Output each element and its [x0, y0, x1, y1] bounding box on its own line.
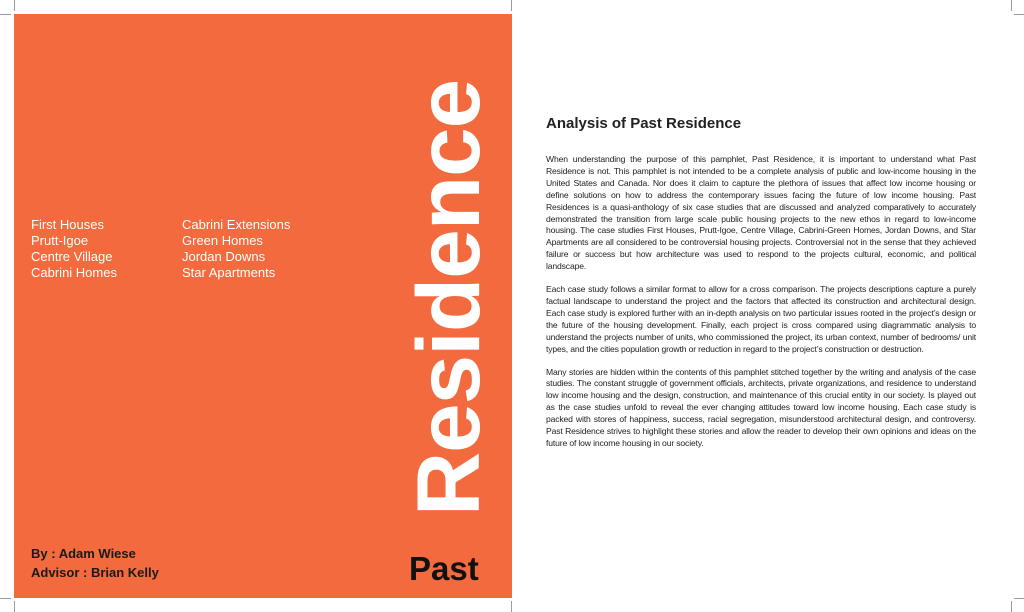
crop-mark-bottom-mid	[511, 601, 512, 612]
case-study-item: Cabrini Extensions	[182, 217, 291, 232]
paragraph: Each case study follows a similar format to allow for a cross comparison. The projects descriptions capture a purely factual landscape to understand the project and the factors that affected its construction and architectural design. Each case study is explored further with an in-depth analysis on two particular issues rooted in the project’s design or the future of the housing development. Finally, each project is cross compared using diagrammatic analysis to understand the projects number of units, who commissioned the project, its urban context, number of bedrooms/ unit types, and the cities population growth or reduction in regard to the project’s construction or destruction.	[546, 284, 976, 354]
crop-mark-top-right	[1011, 0, 1012, 11]
crop-mark-bottom-left-v	[14, 601, 15, 612]
crop-mark-top-left-v	[14, 0, 15, 11]
title-word: Past	[409, 550, 479, 587]
case-study-list-left	[31, 217, 117, 281]
cover-panel	[14, 14, 512, 598]
vertical-title	[398, 34, 498, 562]
crop-mark-top-right-h	[1014, 14, 1024, 15]
advisor-line: Advisor : Brian Kelly	[31, 565, 159, 580]
case-study-item: First Houses	[31, 217, 104, 232]
case-study-item: Jordan Downs	[182, 249, 266, 264]
case-study-item: Centre Village	[31, 249, 113, 264]
case-study-item: Green Homes	[182, 233, 263, 248]
case-study-item: Cabrini Homes	[31, 265, 117, 280]
paragraph: When understanding the purpose of this pamphlet, Past Residence, it is important to understand what Past Residence is not. This pamphlet is not intended to be a complete analysis of public and low-income housing in the United States and Canada. Nor does it claim to capture the plethora of issues that affect low income housing or define solutions on how to address the contemporary issues facing the future of low income housing. Past Residences is a quasi-anthology of six case studies that are discussed and analyzed comparatively to accurately demonstrated the transition from large scale public housing projects to the new ethos in regard to low-income housing. The case studies First Houses, Prutt-Igoe, Centre Village, Cabrini-Green Homes, Jordan Downs, and Star Apartments are all considered to be controversial housing projects. Controversial not in the sense that they achieved failure or success but how architecture was used to respond to the projects cultural, economic, and political landscape.	[546, 154, 976, 272]
crop-mark-bottom-right	[1011, 601, 1012, 612]
page-heading: Analysis of Past Residence	[546, 115, 742, 132]
text-page	[546, 114, 976, 450]
crop-mark-bottom-right-h	[1014, 598, 1024, 599]
credits	[31, 544, 159, 582]
case-study-item: Prutt-Igoe	[31, 233, 89, 248]
crop-mark-top-left	[0, 14, 11, 15]
case-study-list-right	[182, 217, 290, 281]
crop-mark-bottom-left	[0, 598, 11, 599]
case-study-item: Star Apartments	[182, 265, 276, 280]
crop-mark-top-mid	[511, 0, 512, 11]
paragraph: Many stories are hidden within the contents of this pamphlet stitched together by the writing and analysis of the case studies. The constant struggle of government officials, architects, private organizations, and residence to understand low income housing and the design, construction, and maintenance of this crucial entity in our society. Is played out as the case studies unfold to reveal the ever changing attitudes toward low income housing. Each case study is packed with stores of happiness, success, racial segregation, misunderstood architectural design, and controversy. Past Residence strives to highlight these stories and allow the reader to develop their own opinions and ideas on the future of low income housing in our society.	[546, 366, 976, 448]
author-line: By : Adam Wiese	[31, 546, 136, 561]
vertical-title-text: Residence	[398, 79, 498, 517]
